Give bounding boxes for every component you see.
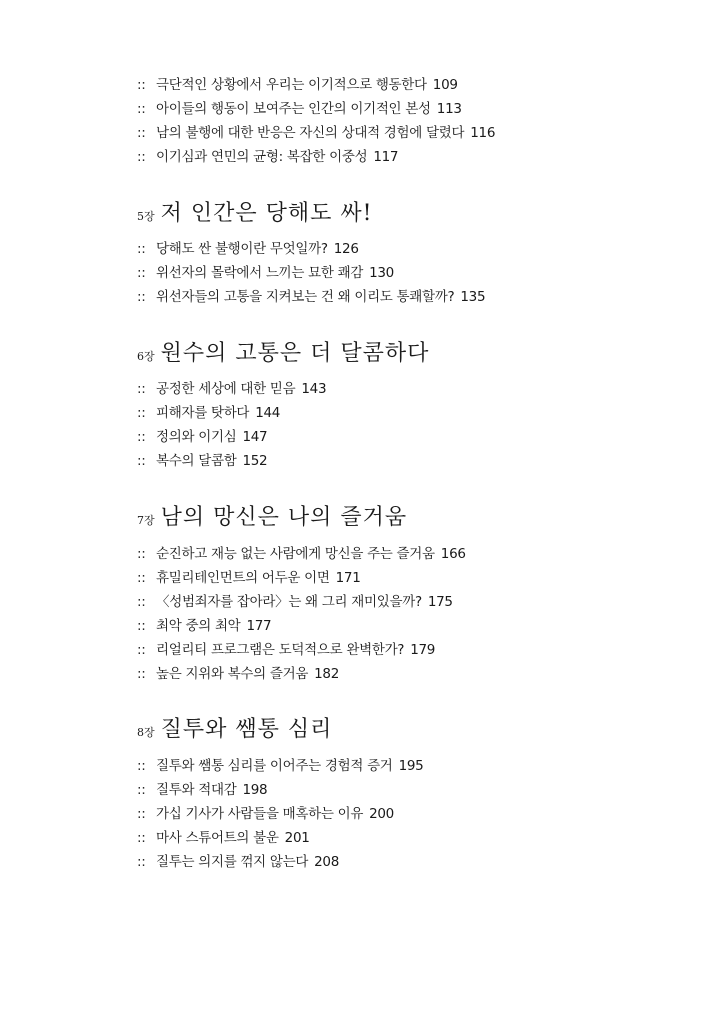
entry-title: 극단적인 상황에서 우리는 이기적으로 행동한다: [156, 77, 427, 93]
entry-page: 166: [440, 546, 466, 562]
bullet-marker: ::: [137, 782, 146, 798]
entry-page: 200: [369, 806, 394, 822]
toc-entry: [137, 617, 271, 635]
chapter-heading-5: [137, 200, 372, 231]
toc-entry: [137, 264, 394, 282]
chapter-number: 7장: [137, 514, 155, 527]
entry-title: 가십 기사가 사람들을 매혹하는 이유: [156, 806, 364, 822]
entry-title: 질투와 쌤통 심리를 이어주는 경험적 증거: [156, 758, 393, 774]
entry-page: 208: [314, 854, 339, 870]
entry-page: 201: [284, 830, 310, 846]
bullet-marker: ::: [137, 806, 146, 822]
entry-page: 143: [301, 381, 327, 397]
bullet-marker: ::: [137, 241, 146, 257]
chapter-title: 남의 망신은 나의 즐거움: [160, 505, 408, 530]
entry-page: 147: [242, 429, 268, 445]
entry-page: 126: [333, 241, 359, 257]
entry-page: 179: [410, 642, 436, 658]
toc-entry: [137, 428, 267, 446]
bullet-marker: ::: [137, 101, 146, 117]
bullet-marker: ::: [137, 149, 146, 165]
toc-entry: [137, 452, 267, 470]
entry-page: 175: [427, 594, 453, 610]
bullet-marker: ::: [137, 77, 146, 93]
chapter-title: 원수의 고통은 더 달콤하다: [160, 341, 430, 366]
entry-title: 질투와 적대감: [156, 782, 237, 798]
toc-entry: [137, 781, 267, 799]
bullet-marker: ::: [137, 854, 146, 870]
entry-title: 최악 중의 최악: [156, 618, 241, 634]
entry-title: 이기심과 연민의 균형: 복잡한 이중성: [156, 149, 368, 165]
toc-entry: [137, 288, 485, 306]
toc-entry: [137, 805, 394, 823]
toc-entry: [137, 100, 462, 118]
entry-title: 남의 불행에 대한 반응은 자신의 상대적 경험에 달렸다: [156, 125, 465, 141]
entry-page: 195: [398, 758, 424, 774]
chapter-number: 6장: [137, 350, 155, 363]
bullet-marker: ::: [137, 830, 146, 846]
entry-page: 113: [436, 101, 462, 117]
toc-entry: [137, 641, 435, 659]
chapter-heading-6: [137, 340, 429, 371]
entry-page: 130: [369, 265, 394, 281]
toc-entry: [137, 829, 310, 847]
toc-entry: [137, 240, 359, 258]
entry-title: 위선자들의 고통을 지켜보는 건 왜 이리도 통쾌할까?: [156, 289, 455, 305]
entry-title: 휴밀리테인먼트의 어두운 이면: [156, 570, 330, 586]
bullet-marker: ::: [137, 618, 146, 634]
entry-title: 〈성범죄자를 잡아라〉는 왜 그리 재미있을까?: [156, 594, 422, 610]
chapter-title: 저 인간은 당해도 싸!: [160, 201, 373, 226]
entry-page: 198: [242, 782, 268, 798]
toc-entry: [137, 593, 453, 611]
chapter-number: 8장: [137, 726, 155, 739]
entry-page: 117: [373, 149, 399, 165]
entry-title: 순진하고 재능 없는 사람에게 망신을 주는 즐거움: [156, 546, 435, 562]
toc-entry: [137, 569, 361, 587]
entry-title: 마사 스튜어트의 불운: [156, 830, 279, 846]
toc-entry: [137, 853, 339, 871]
bullet-marker: ::: [137, 594, 146, 610]
toc-entry: [137, 76, 458, 94]
toc-entry: [137, 545, 466, 563]
toc-entry: [137, 404, 280, 422]
toc-entry: [137, 665, 339, 683]
entry-page: 177: [246, 618, 272, 634]
bullet-marker: ::: [137, 429, 146, 445]
entry-title: 아이들의 행동이 보여주는 인간의 이기적인 본성: [156, 101, 431, 117]
entry-title: 정의와 이기심: [156, 429, 237, 445]
entry-page: 116: [470, 125, 496, 141]
entry-title: 높은 지위와 복수의 즐거움: [156, 666, 309, 682]
bullet-marker: ::: [137, 570, 146, 586]
toc-entry: [137, 124, 495, 142]
bullet-marker: ::: [137, 265, 146, 281]
chapter-heading-7: [137, 504, 407, 535]
chapter-number: 5장: [137, 210, 155, 223]
entry-page: 182: [314, 666, 339, 682]
entry-page: 109: [432, 77, 458, 93]
bullet-marker: ::: [137, 289, 146, 305]
bullet-marker: ::: [137, 453, 146, 469]
entry-title: 당해도 싼 불행이란 무엇일까?: [156, 241, 328, 257]
entry-title: 질투는 의지를 꺾지 않는다: [156, 854, 309, 870]
entry-title: 리얼리티 프로그램은 도덕적으로 완벽한가?: [156, 642, 405, 658]
bullet-marker: ::: [137, 405, 146, 421]
entry-title: 복수의 달콤함: [156, 453, 237, 469]
toc-entry: [137, 148, 398, 166]
chapter-title: 질투와 쌤통 심리: [160, 717, 333, 742]
entry-page: 171: [335, 570, 361, 586]
bullet-marker: ::: [137, 642, 146, 658]
bullet-marker: ::: [137, 758, 146, 774]
toc-entry: [137, 380, 326, 398]
entry-title: 공정한 세상에 대한 믿음: [156, 381, 296, 397]
toc-entry: [137, 757, 423, 775]
bullet-marker: ::: [137, 666, 146, 682]
bullet-marker: ::: [137, 546, 146, 562]
entry-page: 152: [242, 453, 268, 469]
entry-page: 135: [460, 289, 486, 305]
bullet-marker: ::: [137, 125, 146, 141]
entry-title: 피해자를 탓하다: [156, 405, 250, 421]
entry-title: 위선자의 몰락에서 느끼는 묘한 쾌감: [156, 265, 364, 281]
chapter-heading-8: [137, 716, 332, 747]
entry-page: 144: [255, 405, 281, 421]
bullet-marker: ::: [137, 381, 146, 397]
